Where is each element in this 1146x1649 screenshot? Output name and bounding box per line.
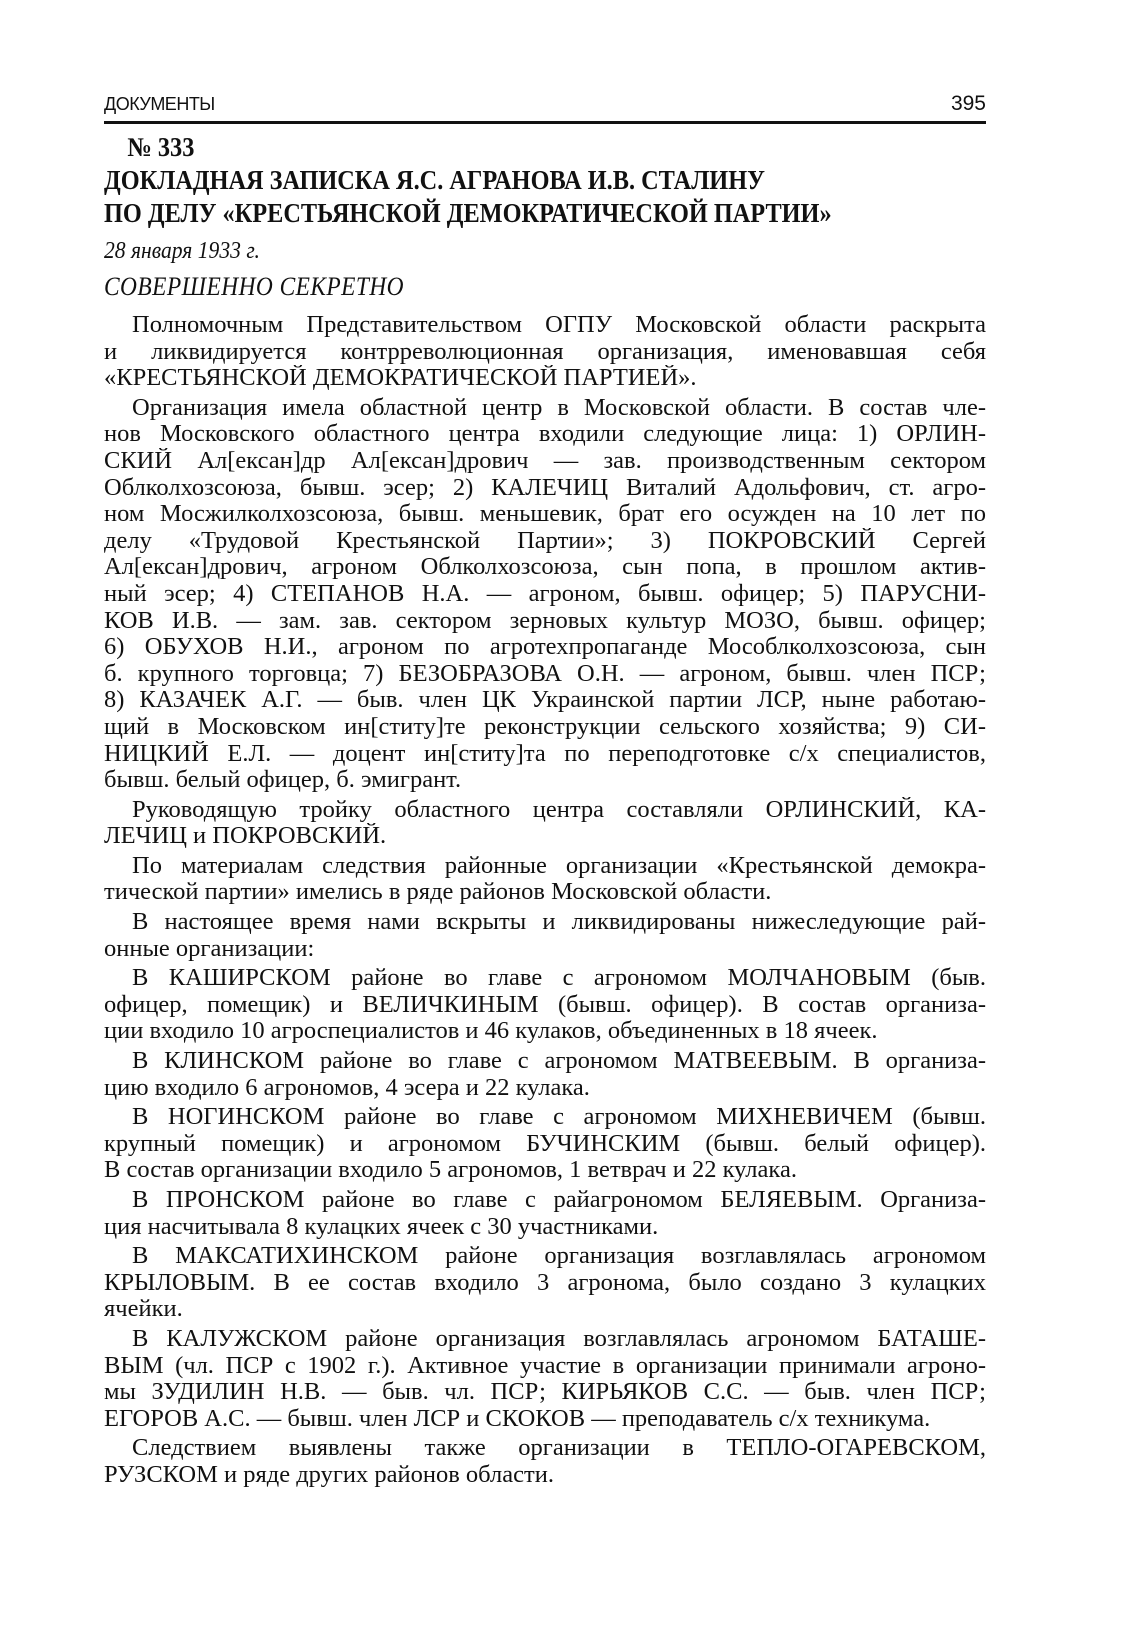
text-line: РУЗСКОМ и ряде других районов области. xyxy=(104,1461,554,1488)
title-line: ДОКЛАДНАЯ ЗАПИСКА Я.С. АГРАНОВА И.В. СТАЛИНУ xyxy=(104,165,765,195)
text-line: цию входило 6 агрономов, 4 эсера и 22 кулака. xyxy=(104,1074,590,1101)
text-line: КРЫЛОВЫМ. В ее состав входило 3 агронома, было создано 3 кулацких xyxy=(104,1269,986,1296)
text-line: По материалам следствия районные организации «Крестьянской демокра- xyxy=(132,852,986,879)
text-line: «КРЕСТЬЯНСКОЙ ДЕМОКРАТИЧЕСКОЙ ПАРТИЕЙ». xyxy=(104,365,697,392)
text-line: КОВ И.В. — зам. зав. сектором зерновых культур МОЗО, бывш. офицер; xyxy=(104,607,986,634)
paragraph xyxy=(104,797,986,850)
classification-mark: СОВЕРШЕННО СЕКРЕТНО xyxy=(104,272,405,301)
text-line: Руководящую тройку областного центра составляли ОРЛИНСКИЙ, КА- xyxy=(132,796,986,823)
text-line: б. крупного торговца; 7) БЕЗОБРАЗОВА О.Н. — агроном, бывш. член ПСР; xyxy=(104,660,986,687)
paragraph xyxy=(104,1187,986,1240)
paragraph xyxy=(104,312,986,392)
text-line: Облколхозсоюза, бывш. эсер; 2) КАЛЕЧИЦ Виталий Адольфович, ст. агро- xyxy=(104,474,986,501)
text-line: В настоящее время нами вскрыты и ликвидированы нижеследующие рай- xyxy=(132,909,986,936)
text-line: крупный помещик) и агрономом БУЧИНСКИМ (бывш. белый офицер). xyxy=(104,1130,986,1157)
text-line: тической партии» имелись в ряде районов Московской области. xyxy=(104,879,772,906)
text-line: бывш. белый офицер, б. эмигрант. xyxy=(104,767,462,794)
paragraph xyxy=(104,909,986,962)
text-line: Организация имела областной центр в Московской области. В состав чле- xyxy=(132,394,986,421)
text-line: офицер, помещик) и ВЕЛИЧКИНЫМ (бывш. офицер). В состав организа- xyxy=(104,991,986,1018)
text-line: В КАШИРСКОМ районе во главе с агрономом МОЛЧАНОВЫМ (быв. xyxy=(132,965,986,992)
text-line: и ликвидируется контрреволюционная организация, именовавшая себя xyxy=(104,338,986,365)
paragraph xyxy=(104,1326,986,1432)
text-line: НИЦКИЙ Е.Л. — доцент ин[ститу]та по переподготовке с/х специалистов, xyxy=(104,740,986,767)
paragraph xyxy=(104,395,986,794)
text-line: ции входило 10 агроспециалистов и 46 кулаков, объединенных в 18 ячеек. xyxy=(104,1018,878,1045)
text-line: ЛЕЧИЦ и ПОКРОВСКИЙ. xyxy=(104,823,387,850)
text-line: ный эсер; 4) СТЕПАНОВ Н.А. — агроном, бывш. офицер; 5) ПАРУСНИ- xyxy=(104,580,986,607)
text-line: мы ЗУДИЛИН Н.В. — быв. чл. ПСР; КИРЬЯКОВ С.С. — быв. член ПСР; xyxy=(104,1379,986,1406)
document-date: 28 января 1933 г. xyxy=(104,238,260,264)
paragraph xyxy=(104,853,986,906)
section-title: ДОКУМЕНТЫ xyxy=(104,94,215,114)
text-line: В НОГИНСКОМ районе во главе с агрономом МИХНЕВИЧЕМ (бывш. xyxy=(132,1104,986,1131)
text-line: В МАКСАТИХИНСКОМ районе организация возглавлялась агрономом xyxy=(132,1243,986,1270)
text-line: В ПРОНСКОМ районе во главе с райагрономом БЕЛЯЕВЫМ. Организа- xyxy=(132,1187,986,1213)
text-line: ВЫМ (чл. ПСР с 1902 г.). Активное участие в организации принимали агроно- xyxy=(104,1352,986,1379)
text-line: В КАЛУЖСКОМ районе организация возглавлялась агрономом БАТАШЕ- xyxy=(132,1325,986,1352)
paragraph xyxy=(104,965,986,1045)
paragraph xyxy=(104,1243,986,1323)
paragraph xyxy=(104,1104,986,1184)
text-line: ЕГОРОВ А.С. — бывш. член ЛСР и СКОКОВ — преподаватель с/х техникума. xyxy=(104,1405,931,1432)
page-number: 395 xyxy=(950,92,986,115)
text-line: Полномочным Представительством ОГПУ Московской области раскрыта xyxy=(132,312,986,338)
text-line: В состав организации входило 5 агрономов, 1 ветврач и 22 кулака. xyxy=(104,1157,797,1184)
header-rule xyxy=(104,121,986,124)
text-line: ном Мосжилколхозсоюза, бывш. меньшевик, брат его осужден на 10 лет по xyxy=(104,501,986,528)
running-header xyxy=(104,92,986,120)
text-line: онные организации: xyxy=(104,935,315,962)
text-line: СКИЙ Ал[ексан]др Ал[ексан]дрович — зав. производственным сектором xyxy=(104,447,986,474)
text-line: В КЛИНСКОМ районе во главе с агрономом МАТВЕЕВЫМ. В организа- xyxy=(132,1048,986,1075)
text-line: Следствием выявлены также организации в ТЕПЛО-ОГАРЕВСКОМ, xyxy=(132,1435,986,1462)
text-line: 8) КАЗАЧЕК А.Г. — быв. член ЦК Украинской партии ЛСР, ныне работаю- xyxy=(104,687,986,714)
document-number: № 333 xyxy=(127,132,195,162)
text-line: делу «Трудовой Крестьянской Партии»; 3) ПОКРОВСКИЙ Сергей xyxy=(104,527,986,554)
document-title xyxy=(104,131,832,230)
text-line: щий в Московском ин[ститу]те реконструкции сельского хозяйства; 9) СИ- xyxy=(104,713,986,740)
text-line: 6) ОБУХОВ Н.И., агроном по агротехпропаганде Мособлколхозсоюза, сын xyxy=(104,634,986,661)
text-line: нов Московского областного центра входили следующие лица: 1) ОРЛИН- xyxy=(104,421,986,448)
document-body xyxy=(104,312,986,1492)
paragraph xyxy=(104,1048,986,1101)
paragraph xyxy=(104,1435,986,1488)
text-line: Ал[ексан]дрович, агроном Облколхозсоюза, сын попа, в прошлом актив- xyxy=(104,554,986,581)
text-line: ячейки. xyxy=(104,1296,183,1323)
title-line: ПО ДЕЛУ «КРЕСТЬЯНСКОЙ ДЕМОКРАТИЧЕСКОЙ ПАРТИИ» xyxy=(104,198,832,228)
text-line: ция насчитывала 8 кулацких ячеек с 30 участниками. xyxy=(104,1213,659,1240)
